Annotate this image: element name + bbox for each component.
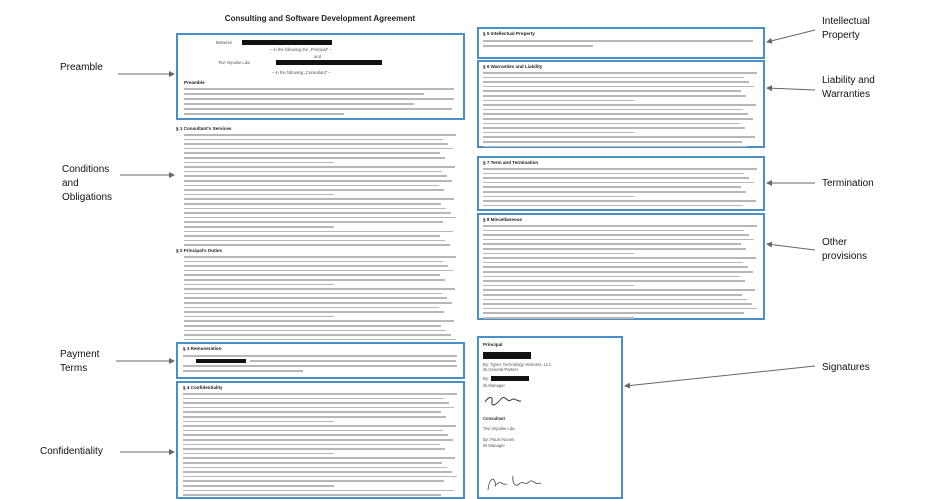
text-line <box>483 257 756 259</box>
text-line <box>483 168 757 170</box>
text-line <box>483 127 745 129</box>
text-line <box>483 239 754 241</box>
text-line <box>483 230 744 232</box>
label-conditions: Conditions and Obligations <box>62 164 113 203</box>
text-line <box>483 173 744 175</box>
text-line <box>184 244 450 246</box>
preamble-principal-ref: – in the following the „Principal" – <box>270 47 332 52</box>
arrow-liability <box>767 88 815 90</box>
sig-principal-name: By: Type1 Technology Ventures, LLC <box>483 362 552 367</box>
label-payment: Payment Terms <box>60 349 100 374</box>
text-line <box>483 100 634 102</box>
text-line <box>483 266 748 268</box>
text-line <box>184 235 440 237</box>
arrow-other <box>767 244 815 250</box>
text-line <box>183 471 452 473</box>
text-line <box>183 416 446 418</box>
text-line <box>184 279 445 281</box>
text-line <box>183 421 334 423</box>
text-line <box>483 191 746 193</box>
text-line <box>483 141 742 143</box>
text-line <box>483 280 745 282</box>
text-line <box>483 312 744 314</box>
text-line <box>184 194 334 196</box>
text-line <box>483 86 754 88</box>
text-line <box>184 171 442 173</box>
section-2-title: § 2 Principal's Duties <box>176 248 223 253</box>
text-line <box>483 299 747 301</box>
sig-principal-role: its General Partner <box>483 367 519 372</box>
text-line <box>184 297 447 299</box>
text-line <box>183 434 448 436</box>
text-line <box>184 311 444 313</box>
text-line <box>184 189 444 191</box>
text-line <box>483 182 754 184</box>
text-line <box>183 411 441 413</box>
text-line <box>184 162 334 164</box>
arrow-signatures <box>625 366 815 386</box>
text-line <box>183 485 334 487</box>
text-line <box>483 132 634 134</box>
text-line <box>183 448 445 450</box>
text-line <box>483 118 753 120</box>
preamble-consultant-ref: – in the following „Consultant" – <box>272 70 331 75</box>
text-line <box>483 271 753 273</box>
section-4-title: § 4 Confidentiality <box>183 385 223 390</box>
text-line <box>184 226 334 228</box>
text-line <box>184 330 446 332</box>
text-line <box>184 134 456 136</box>
text-line <box>184 148 453 150</box>
text-line <box>483 95 746 97</box>
text-line <box>183 439 453 441</box>
text-line <box>483 253 634 255</box>
sig-consultant-by: By: Paulo Nunes <box>483 437 515 442</box>
text-line <box>483 109 743 111</box>
label-confidentiality: Confidentiality <box>40 446 103 457</box>
label-signatures: Signatures <box>822 362 870 373</box>
text-line <box>184 152 440 154</box>
sig-consultant-manager: its Manager <box>483 443 505 448</box>
text-line <box>483 177 749 179</box>
text-line <box>184 139 443 141</box>
text-line <box>184 198 454 200</box>
text-line <box>184 261 443 263</box>
text-line <box>483 81 749 83</box>
section-1-title: § 1 Consultant's Services <box>176 126 232 131</box>
text-line <box>483 205 743 207</box>
text-line <box>184 288 455 290</box>
label-other: Other provisions <box>822 237 868 262</box>
text-line <box>184 157 445 159</box>
text-line <box>483 234 749 236</box>
text-line <box>183 457 455 459</box>
text-line <box>183 476 457 478</box>
text-line <box>183 462 442 464</box>
text-line <box>184 180 452 182</box>
section-3-title: § 3 Remuneration <box>183 346 222 351</box>
text-line <box>483 248 746 250</box>
text-line <box>184 293 442 295</box>
text-line <box>183 480 444 482</box>
text-line <box>483 136 755 138</box>
label-termination: Termination <box>822 178 874 189</box>
label-ip: Intellectual Property <box>822 16 870 41</box>
text-line <box>483 308 757 310</box>
text-line <box>184 274 440 276</box>
text-line <box>184 175 447 177</box>
text-line <box>184 284 334 286</box>
text-line <box>184 203 441 205</box>
text-line <box>184 143 448 145</box>
text-line <box>184 212 451 214</box>
text-line <box>483 243 741 245</box>
preamble-party2: Tovi Impulse Lda. <box>218 60 251 65</box>
text-line <box>483 225 757 227</box>
label-preamble: Preamble <box>60 62 103 73</box>
sig-consultant-heading: Consultant <box>483 416 505 421</box>
sig-principal-manager: its Manager <box>483 383 505 388</box>
text-line <box>184 307 439 309</box>
sig-consultant-name: Tovi Impulse Lda. <box>483 426 516 431</box>
text-line <box>183 430 443 432</box>
sig-principal-by: By: <box>483 376 490 381</box>
text-line <box>483 262 743 264</box>
text-line <box>483 294 742 296</box>
text-line <box>184 334 451 336</box>
text-line <box>483 77 744 79</box>
text-line <box>183 467 447 469</box>
text-line <box>483 276 740 278</box>
section-7-title: § 7 Term and Termination <box>483 160 539 165</box>
arrow-ip <box>767 30 815 42</box>
text-line <box>184 302 452 304</box>
text-line <box>184 320 454 322</box>
text-line <box>184 265 448 267</box>
label-liability: Liability and Warranties <box>822 75 875 100</box>
text-line <box>184 256 456 258</box>
text-line <box>184 231 453 233</box>
text-line <box>184 270 453 272</box>
text-line <box>483 186 741 188</box>
text-line <box>183 393 457 395</box>
section-6-title: § 6 Warranties and Liability <box>483 64 543 69</box>
text-line <box>183 407 454 409</box>
text-line <box>483 285 634 287</box>
text-line <box>184 339 456 341</box>
text-line <box>183 494 441 496</box>
text-line <box>483 200 756 202</box>
section-5-title: § 5 Intellectual Property <box>483 31 535 36</box>
section-8-title: § 8 Miscellaneous <box>483 217 523 222</box>
text-line <box>483 72 757 74</box>
text-line <box>183 402 449 404</box>
text-line <box>483 303 752 305</box>
preamble-between: Between <box>216 40 233 45</box>
text-line <box>483 146 747 148</box>
text-line <box>184 240 445 242</box>
text-line <box>184 185 439 187</box>
text-line <box>183 444 440 446</box>
text-line <box>483 289 755 291</box>
text-line <box>483 123 740 125</box>
document-title: Consulting and Software Development Agreement <box>224 14 416 23</box>
text-line <box>184 221 443 223</box>
preamble-and: and <box>314 54 321 59</box>
text-line <box>183 425 456 427</box>
text-line <box>483 90 741 92</box>
text-line <box>183 398 444 400</box>
text-line <box>183 490 454 492</box>
text-line <box>184 208 446 210</box>
text-line <box>184 166 455 168</box>
text-line <box>184 316 334 318</box>
text-line <box>184 325 441 327</box>
text-line <box>483 104 756 106</box>
sig-principal-heading: Principal <box>483 342 503 347</box>
preamble-heading: Preamble <box>184 80 205 85</box>
text-line <box>483 196 634 198</box>
text-line <box>483 113 748 115</box>
text-line <box>183 453 334 455</box>
text-line <box>184 217 456 219</box>
text-line <box>483 317 634 319</box>
